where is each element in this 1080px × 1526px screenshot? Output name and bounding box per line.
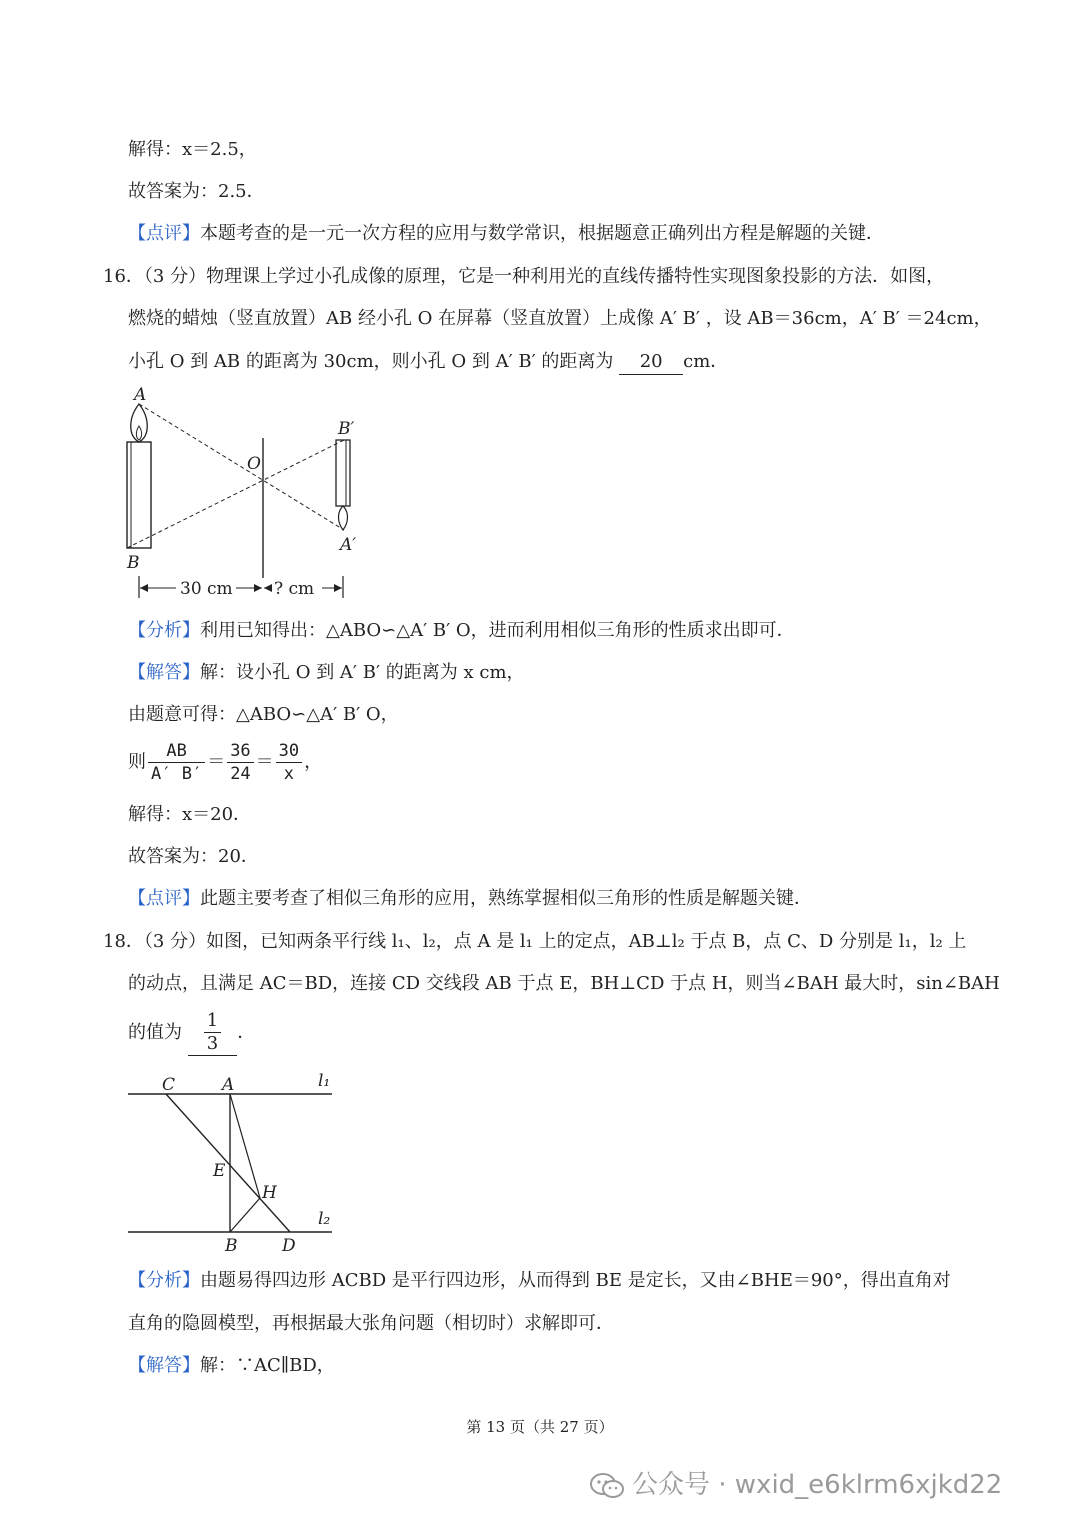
q16-analysis (128, 619, 795, 643)
label-B-prime: B′ (338, 419, 355, 439)
ratio1-num: AB (148, 740, 205, 763)
q16-solution2: 由题意可得：△ABO∽△A′ B′ O， (128, 704, 399, 725)
solution-tag: 【解答】 (128, 1355, 200, 1376)
ratio-fraction-3 (276, 740, 302, 785)
answer-num: 1 (204, 1010, 221, 1033)
p15-solve: 解得：x＝2.5， (128, 139, 257, 160)
q16-solution (128, 661, 525, 685)
q18-figure (120, 1064, 350, 1260)
solution-text: 解：设小孔 O 到 A′ B′ 的距离为 x cm， (200, 662, 525, 683)
label-O: O (247, 454, 261, 474)
p15-answer: 故答案为：2.5． (128, 181, 265, 202)
ratio-fraction-2 (227, 740, 253, 785)
q16-review (128, 887, 812, 911)
analysis-tag: 【分析】 (128, 620, 200, 641)
answer-den: 3 (206, 1033, 219, 1054)
analysis-text: 利用已知得出：△ABO∽△A′ B′ O，进而利用相似三角形的性质求出即可． (200, 620, 795, 641)
ratio-suffix: ， (304, 751, 323, 773)
ratio3-den: x (283, 764, 295, 784)
q16-number: 16． (103, 266, 144, 287)
q18-answer-blank (188, 1010, 237, 1056)
ratio2-num: 36 (227, 740, 253, 763)
review-tag: 【点评】 (128, 888, 200, 909)
q18-text3: 的值为 (128, 1022, 188, 1043)
ratio2-den: 24 (230, 764, 251, 784)
analysis-text: 由题易得四边形 ACBD 是平行四边形，从而得到 BE 是定长，又由∠BHE＝90°，得出直角对 (200, 1270, 951, 1291)
watermark-text: 公众号 · wxid_e6klrm6xjkd22 (632, 1470, 1003, 1500)
p15-review (128, 222, 884, 246)
ratio1-den: A′ B′ (151, 764, 203, 784)
review-tag: 【点评】 (128, 223, 200, 244)
eq-sign-1: ＝ (207, 751, 226, 773)
label-l2: l₂ (318, 1209, 331, 1229)
q18-analysis1 (128, 1269, 951, 1293)
label-E: E (213, 1161, 226, 1181)
q16-line1 (103, 265, 944, 289)
label-C: C (162, 1075, 176, 1095)
q16-text3: 小孔 O 到 AB 的距离为 30cm，则小孔 O 到 A′ B′ 的距离为 (128, 351, 620, 372)
eq-sign-2: ＝ (255, 751, 274, 773)
q18-period: ． (237, 1022, 256, 1043)
q18-line3 (128, 1010, 255, 1056)
label-B: B (127, 553, 140, 573)
q16-answer-blank: 20 (619, 350, 683, 375)
label-A: A (222, 1075, 235, 1095)
q16-figure (110, 382, 370, 612)
review-text: 此题主要考查了相似三角形的应用，熟练掌握相似三角形的性质是解题关键． (200, 888, 812, 909)
image-flame-icon (339, 506, 348, 530)
q16-solve: 解得：x＝20． (128, 804, 252, 825)
label-B: B (225, 1236, 238, 1256)
q18-text1: （3 分）如图，已知两条平行线 l₁、l₂，点 A 是 l₁ 上的定点，AB⊥l₂ 于点 B，点 C、D 分别是 l₁，l₂ 上 (143, 931, 967, 952)
q16-line2: 燃烧的蜡烛（竖直放置）AB 经小孔 O 在屏幕（竖直放置）上成像 A′ B′ ，设 AB＝36cm，A′ B′ ＝24cm， (128, 308, 992, 329)
q16-final: 故答案为：20． (128, 846, 259, 867)
q18-line1 (103, 930, 966, 954)
ratio3-num: 30 (276, 740, 302, 763)
ratio-prefix: 则 (128, 751, 146, 773)
label-l1: l₁ (318, 1071, 331, 1091)
watermark (590, 1464, 1002, 1501)
wechat-icon (590, 1473, 624, 1499)
q18-number: 18． (103, 931, 144, 952)
label-A-prime: A′ (340, 535, 357, 555)
analysis-tag: 【分析】 (128, 1270, 200, 1291)
dist-right: ? cm (274, 579, 315, 599)
q16-unit: cm． (683, 351, 729, 372)
review-text: 本题考查的是一元一次方程的应用与数学常识，根据题意正确列出方程是解题的关键． (200, 223, 884, 244)
label-D: D (282, 1236, 296, 1256)
q18-answer-fraction (204, 1010, 221, 1055)
ratio-fraction-1 (148, 740, 205, 785)
page-footer: 第 13 页（共 27 页） (466, 1418, 614, 1436)
label-H: H (262, 1183, 277, 1203)
q16-text1: （3 分）物理课上学过小孔成像的原理，它是一种利用光的直线传播特性实现图象投影的方法．如图， (143, 266, 945, 287)
dist-left: 30 cm (180, 579, 233, 599)
q16-ratio (128, 740, 322, 785)
label-A: A (134, 385, 147, 405)
segment-CD (166, 1094, 290, 1232)
solution-text: 解：∵AC∥BD， (200, 1355, 335, 1376)
q18-analysis2: 直角的隐圆模型，再根据最大张角问题（相切时）求解即可． (128, 1313, 614, 1334)
image-candle (336, 440, 350, 506)
q16-line3 (128, 350, 728, 375)
segment-BH (230, 1198, 260, 1232)
solution-tag: 【解答】 (128, 662, 200, 683)
q18-solution (128, 1354, 335, 1378)
q18-line2: 的动点，且满足 AC＝BD，连接 CD 交线段 AB 于点 E，BH⊥CD 于点 H，则当∠BAH 最大时，sin∠BAH (128, 973, 1000, 994)
candle-flame-icon (131, 404, 148, 442)
